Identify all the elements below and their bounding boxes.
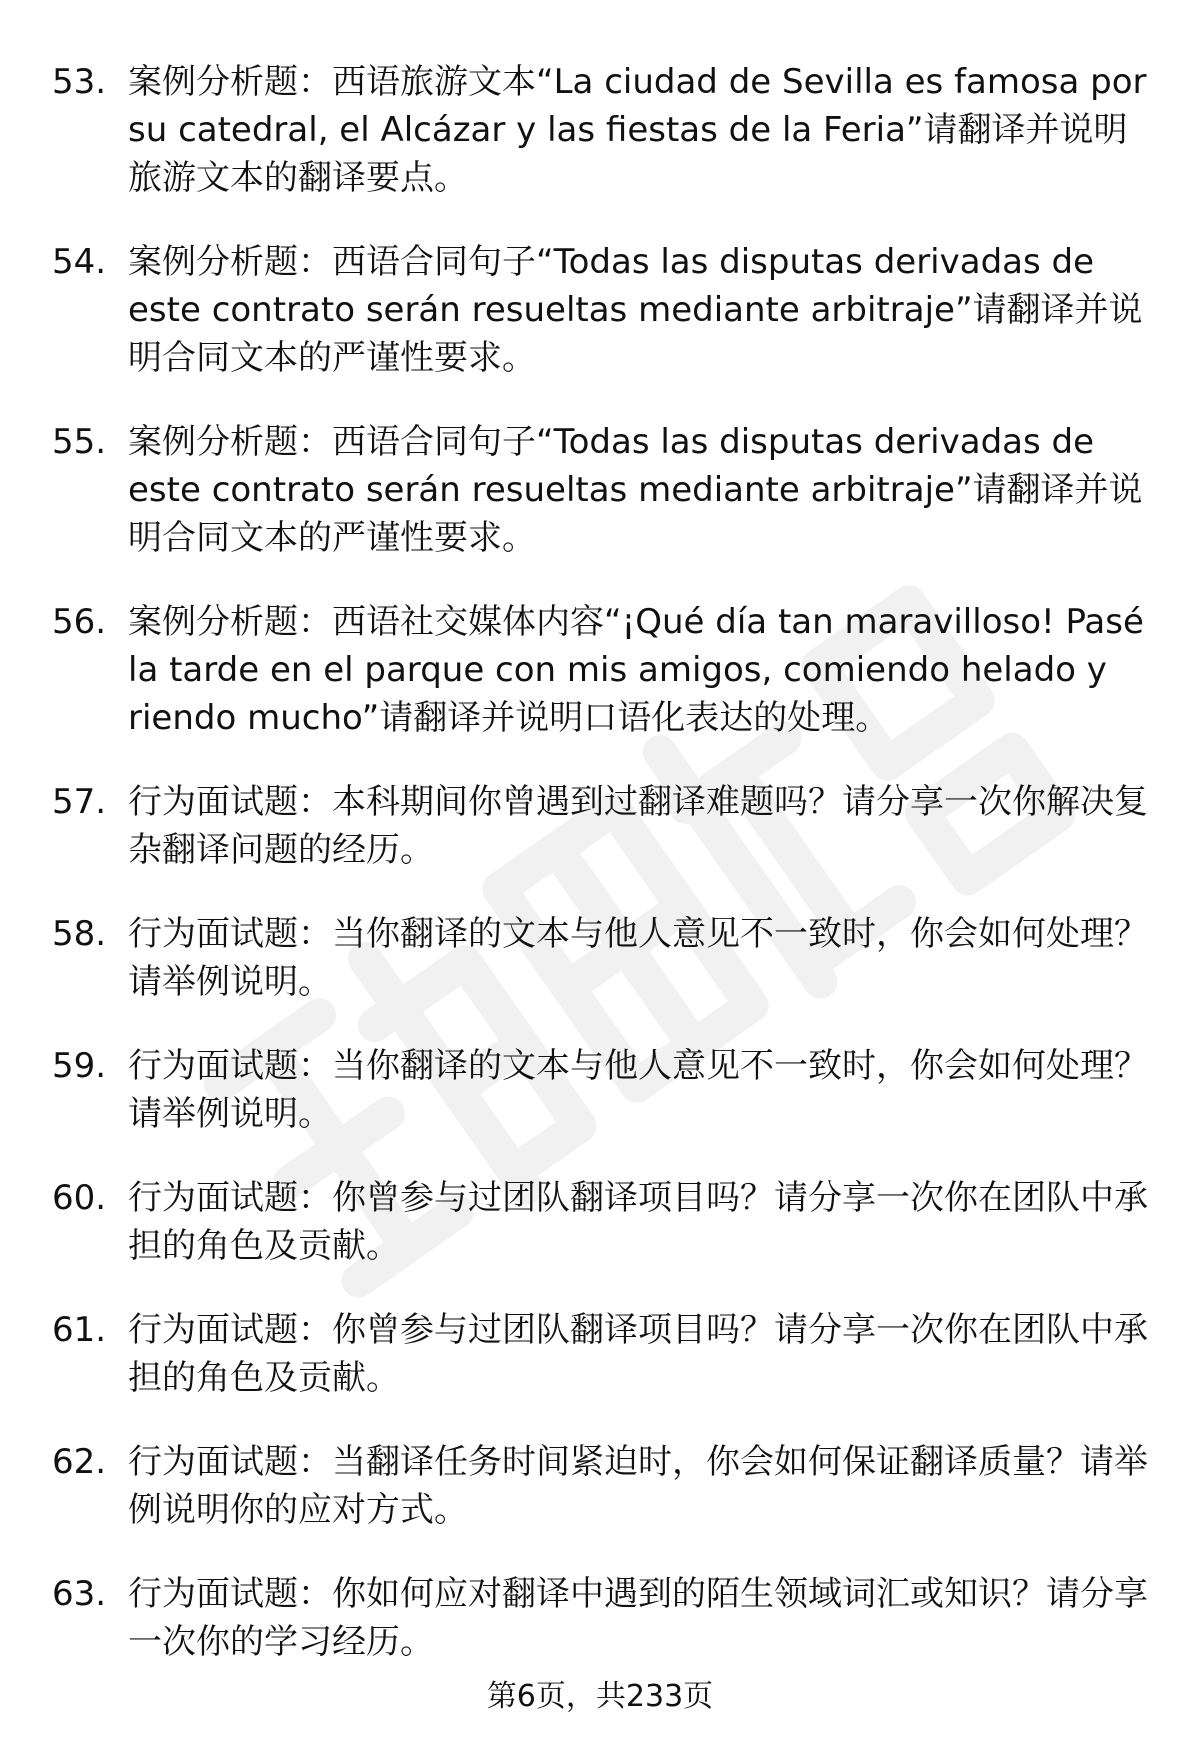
question-text: 行为面试题：你曾参与过团队翻译项目吗？请分享一次你在团队中承担的角色及贡献。 <box>128 1310 1148 1398</box>
question-text: 行为面试题：当你翻译的文本与他人意见不一致时，你会如何处理？请举例说明。 <box>128 914 1148 1002</box>
question-number: 56. <box>52 602 107 642</box>
question-number: 55. <box>52 422 107 462</box>
question-item <box>0 1570 1200 1666</box>
question-item <box>0 418 1200 562</box>
page-footer: 第6页，共233页 <box>486 1679 714 1714</box>
question-item <box>0 1306 1200 1402</box>
question-item <box>0 1174 1200 1270</box>
question-text: 行为面试题：当翻译任务时间紧迫时，你会如何保证翻译质量？请举例说明你的应对方式。 <box>128 1442 1148 1530</box>
question-item <box>0 778 1200 874</box>
question-spacer <box>0 202 1200 238</box>
question-item <box>0 238 1200 382</box>
question-text: 案例分析题：西语合同句子“Todas las disputas derivadas de este contrato serán resueltas mediante arbitraje”请翻译并说明合同文本的严谨性要求。 <box>128 422 1143 558</box>
question-spacer <box>0 382 1200 418</box>
question-number: 60. <box>52 1178 107 1218</box>
question-spacer <box>0 1534 1200 1570</box>
question-text: 行为面试题：你如何应对翻译中遇到的陌生领域词汇或知识？请分享一次你的学习经历。 <box>128 1574 1148 1662</box>
question-number: 61. <box>52 1310 107 1350</box>
question-number: 54. <box>52 242 107 282</box>
question-spacer <box>0 874 1200 910</box>
question-text: 行为面试题：本科期间你曾遇到过翻译难题吗？请分享一次你解决复杂翻译问题的经历。 <box>128 782 1148 870</box>
question-item <box>0 910 1200 1006</box>
question-item <box>0 58 1200 202</box>
question-spacer <box>0 1138 1200 1174</box>
question-number: 53. <box>52 62 107 102</box>
question-number: 59. <box>52 1046 107 1086</box>
question-text: 案例分析题：西语旅游文本“La ciudad de Sevilla es famosa por su catedral, el Alcázar y las fiestas de la Feria”请翻译并说明旅游文本的翻译要点。 <box>128 62 1147 198</box>
question-spacer <box>0 1270 1200 1306</box>
question-spacer <box>0 562 1200 598</box>
question-spacer <box>0 742 1200 778</box>
question-text: 案例分析题：西语合同句子“Todas las disputas derivadas de este contrato serán resueltas mediante arbitraje”请翻译并说明合同文本的严谨性要求。 <box>128 242 1143 378</box>
question-text: 行为面试题：当你翻译的文本与他人意见不一致时，你会如何处理？请举例说明。 <box>128 1046 1148 1134</box>
question-number: 58. <box>52 914 107 954</box>
question-item <box>0 1438 1200 1534</box>
question-text: 行为面试题：你曾参与过团队翻译项目吗？请分享一次你在团队中承担的角色及贡献。 <box>128 1178 1148 1266</box>
question-item <box>0 1042 1200 1138</box>
question-number: 57. <box>52 782 107 822</box>
question-text: 案例分析题：西语社交媒体内容“¡Qué día tan maravilloso! Pasé la tarde en el parque con mis amigos, comiendo helado y riendo mucho”请翻译并说明口语化表达的处理。 <box>128 602 1144 738</box>
question-number: 62. <box>52 1442 107 1482</box>
question-item <box>0 598 1200 742</box>
question-spacer <box>0 1402 1200 1438</box>
question-list <box>0 58 1200 1666</box>
question-spacer <box>0 1006 1200 1042</box>
question-number: 63. <box>52 1574 107 1614</box>
